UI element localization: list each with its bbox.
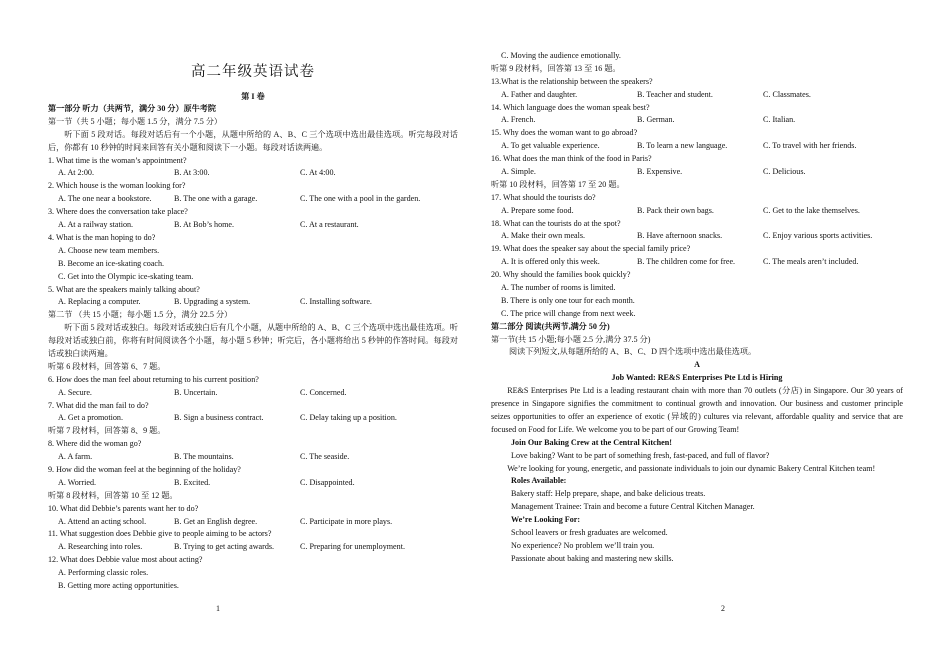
option-b: B. Sign a business contract. xyxy=(174,413,264,423)
option-b: B. At Bob’s home. xyxy=(174,220,235,230)
option-c: C. The price will change from next week. xyxy=(501,308,636,318)
passage-title: Job Wanted: RE&S Enterprises Pte Ltd is Hiring xyxy=(611,373,783,383)
option-a: A. Father and daughter. xyxy=(501,89,578,99)
options-15 xyxy=(491,140,903,153)
option-a: A. A farm. xyxy=(58,452,93,462)
option-b: B. Excited. xyxy=(174,477,211,487)
option-b: B. The mountains. xyxy=(174,452,234,462)
looking-for-heading: We’re Looking For: xyxy=(511,515,581,525)
option-c: C. Delicious. xyxy=(763,167,806,177)
option-b: B. Uncertain. xyxy=(174,387,218,397)
option-c: C. Moving the audience emotionally. xyxy=(501,51,621,60)
options-13 xyxy=(491,89,903,102)
option-c: C. Enjoy various sports activities. xyxy=(763,231,873,241)
options-16 xyxy=(491,166,903,179)
option-a: A. French. xyxy=(501,115,536,125)
options-14 xyxy=(491,114,903,127)
option-c: C. To travel with her friends. xyxy=(763,141,857,151)
option-a: A. Prepare some food. xyxy=(501,205,574,215)
page-2 xyxy=(491,0,903,651)
material-8: 听第 8 段材料，回答第 10 至 12 题。 xyxy=(48,490,178,500)
option-b: B. Have afternoon snacks. xyxy=(637,231,723,241)
passage-paragraph-1: RE&S Enterprises Pte Ltd is a leading restaurant chain with more than 70 outlets (分店) in Singapore. Our 30 years of presence in Singapore signifies the commitment to continual growth and innovation. Our business and customer principle seizes opportunities to offer an experience of exotic (异域的) cultures via relevant, affordable quality and service that are focused on Food for Life. We welcome you to be part of our Growing Team! xyxy=(491,386,903,434)
question-11: 11. What suggestion does Debbie give to people aiming to be actors? xyxy=(48,529,272,539)
question-19: 19. What does the speaker say about the special family price? xyxy=(491,244,691,254)
options-6 xyxy=(48,387,458,400)
option-c: C. Delay taking up a position. xyxy=(300,413,397,423)
option-c: C. Preparing for unemployment. xyxy=(300,542,405,552)
exam-title: 高二年级英语试卷 xyxy=(191,64,315,80)
option-a: A. To get valuable experience. xyxy=(501,141,600,151)
options-5 xyxy=(48,296,458,309)
options-19 xyxy=(491,256,903,269)
section1-heading: 第一节（共 5 小题；每小题 1.5 分，满分 7.5 分） xyxy=(48,116,223,126)
question-3: 3. Where does the conversation take place? xyxy=(48,207,188,217)
option-b: B. Expensive. xyxy=(637,167,683,177)
question-10: 10. What did Debbie’s parents want her to do? xyxy=(48,503,199,513)
requirement-item: No experience? No problem we’ll train you. xyxy=(511,540,655,550)
question-18: 18. What can the tourists do at the spot? xyxy=(491,218,621,228)
option-b: B. To learn a new language. xyxy=(637,141,728,151)
part1-heading: 第一部分 听力（共两节，满分 30 分）原牛考院 xyxy=(48,104,216,113)
option-c: C. The seaside. xyxy=(300,452,350,462)
question-14: 14. Which language does the woman speak best? xyxy=(491,102,650,112)
question-1: 1. What time is the woman’s appointment? xyxy=(48,155,187,165)
option-a: A. Replacing a computer. xyxy=(58,297,141,307)
material-6: 听第 6 段材料，回答第 6、7 题。 xyxy=(48,361,166,371)
question-13: 13.What is the relationship between the speakers? xyxy=(491,76,653,86)
question-7: 7. What did the man fail to do? xyxy=(48,400,149,410)
option-b: B. Upgrading a system. xyxy=(174,297,251,307)
page-1 xyxy=(48,0,458,651)
option-a: A. At 2:00. xyxy=(58,168,94,178)
part2-heading: 第二部分 阅读(共两节,满分 50 分) xyxy=(491,321,610,331)
option-b: B. There is only one tour for each month. xyxy=(501,295,635,305)
option-c: C. Italian. xyxy=(763,115,796,125)
option-a: A. Choose new team members. xyxy=(58,245,160,255)
option-a: A. It is offered only this week. xyxy=(501,257,600,267)
option-a: A. Worried. xyxy=(58,477,97,487)
option-b: B. At 3:00. xyxy=(174,168,210,178)
question-15: 15. Why does the woman want to go abroad? xyxy=(491,128,638,138)
requirement-item: Passionate about baking and mastering new skills. xyxy=(511,553,674,563)
question-12: 12. What does Debbie value most about acting? xyxy=(48,555,203,565)
passage-paragraph-3: We’re looking for young, energetic, and passionate individuals to join our dynamic Bakery Central Kitchen team! xyxy=(507,463,876,473)
question-16: 16. What does the man think of the food in Paris? xyxy=(491,154,652,164)
material-10: 听第 10 段材料，回答第 17 至 20 题。 xyxy=(491,179,625,189)
options-1 xyxy=(48,167,458,180)
option-a: A. At a railway station. xyxy=(58,220,134,230)
page-number: 1 xyxy=(216,604,220,613)
passage-label: A xyxy=(694,360,700,370)
listening-content xyxy=(48,103,458,593)
question-5: 5. What are the speakers mainly talking about? xyxy=(48,284,200,294)
option-c: C. The one with a pool in the garden. xyxy=(300,194,421,204)
option-b: B. Get an English degree. xyxy=(174,516,258,526)
option-b: B. Teacher and student. xyxy=(637,89,713,99)
options-9 xyxy=(48,477,458,490)
role-item: Bakery staff: Help prepare, shape, and bake delicious treats. xyxy=(511,489,706,499)
passage-paragraph-2: Love baking? Want to be part of something fresh, fast-paced, and full of flavor? xyxy=(511,450,770,460)
option-c: C. Get into the Olympic ice-skating team. xyxy=(58,271,194,281)
crew-heading: Join Our Baking Crew at the Central Kitchen! xyxy=(511,437,672,447)
option-c: C. At 4:00. xyxy=(300,168,336,178)
option-b: B. German. xyxy=(637,115,675,125)
option-a: A. Secure. xyxy=(58,387,92,397)
option-b: B. Pack their own bags. xyxy=(637,205,714,215)
section1-instructions: 听下面 5 段对话。每段对话后有一个小题，从题中所给的 A、B、C 三个选项中选出最佳选项。听完每段对话后，你都有 10 秒钟的时间来回答有关小题和阅读下一小题。每段对话读两遍。 xyxy=(48,129,458,152)
roles-heading: Roles Available: xyxy=(511,476,567,486)
option-c: C. Disappointed. xyxy=(300,477,355,487)
option-c: C. Installing software. xyxy=(300,297,372,307)
option-b: B. Become an ice-skating coach. xyxy=(58,258,165,268)
option-a: A. Researching into roles. xyxy=(58,542,143,552)
material-7: 听第 7 段材料，回答第 8、9 题。 xyxy=(48,426,166,436)
option-a: A. Make their own meals. xyxy=(501,231,586,241)
question-17: 17. What should the tourists do? xyxy=(491,192,596,202)
option-b: B. Getting more acting opportunities. xyxy=(58,581,179,591)
option-c: C. Classmates. xyxy=(763,89,811,99)
options-8 xyxy=(48,451,458,464)
options-10 xyxy=(48,516,458,529)
material-9: 听第 9 段材料，回答第 13 至 16 题。 xyxy=(491,63,621,73)
option-b: B. The one with a garage. xyxy=(174,194,258,204)
role-item: Management Trainee: Train and become a future Central Kitchen Manager. xyxy=(511,502,755,512)
requirement-item: School leavers or fresh graduates are welcomed. xyxy=(511,528,668,538)
section2-instructions: 听下面 5 段对话或独白。每段对话或独白后有几个小题，从题中所给的 A、B、C 三个选项中选出最佳选项。听每段对话或独白前，你将有时间阅读各个小题，每小题 5 秒钟；听完后，各小题将给出 5 秒钟的作答时间。每段对话或独白读两遍。 xyxy=(48,323,458,358)
option-b: B. Trying to get acting awards. xyxy=(174,542,275,552)
option-c: C. Concerned. xyxy=(300,387,347,397)
options-7 xyxy=(48,412,458,425)
option-a: A. The one near a bookstore. xyxy=(58,194,152,204)
question-2: 2. Which house is the woman looking for? xyxy=(48,181,186,191)
options-11 xyxy=(48,541,458,554)
option-b: B. The children come for free. xyxy=(637,257,736,267)
option-c: C. Get to the lake themselves. xyxy=(763,205,860,215)
options-17 xyxy=(491,205,903,218)
page-number: 2 xyxy=(721,604,725,613)
question-20: 20. Why should the families book quickly? xyxy=(491,270,631,280)
option-a: A. Get a promotion. xyxy=(58,413,123,423)
option-c: C. Participate in more plays. xyxy=(300,516,393,526)
option-a: A. Performing classic roles. xyxy=(58,568,149,578)
part2-section1-heading: 第一节(共 15 小题;每小题 2.5 分,满分 37.5 分) xyxy=(491,334,651,344)
options-18 xyxy=(491,230,903,243)
section2-heading: 第二节 （共 15 小题；每小题 1.5 分，满分 22.5 分） xyxy=(48,310,233,320)
question-6: 6. How does the man feel about returning to his current position? xyxy=(48,374,259,384)
options-3 xyxy=(48,219,458,232)
volume-label: 第 I 卷 xyxy=(241,92,265,101)
option-c: C. The meals aren’t included. xyxy=(763,257,859,267)
option-a: A. Attend an acting school. xyxy=(58,516,147,526)
option-c: C. At a restaurant. xyxy=(300,220,359,230)
options-2 xyxy=(48,193,458,206)
part2-instructions: 阅读下列短文,从每题所给的 A、B、C、D 四个选项中选出最佳选项。 xyxy=(509,347,757,357)
question-8: 8. Where did the woman go? xyxy=(48,439,142,449)
option-a: A. The number of rooms is limited. xyxy=(501,283,616,293)
question-9: 9. How did the woman feel at the beginning of the holiday? xyxy=(48,465,241,475)
question-4: 4. What is the man hoping to do? xyxy=(48,232,156,242)
page-2-content xyxy=(491,50,903,566)
option-a: A. Simple. xyxy=(501,167,536,177)
